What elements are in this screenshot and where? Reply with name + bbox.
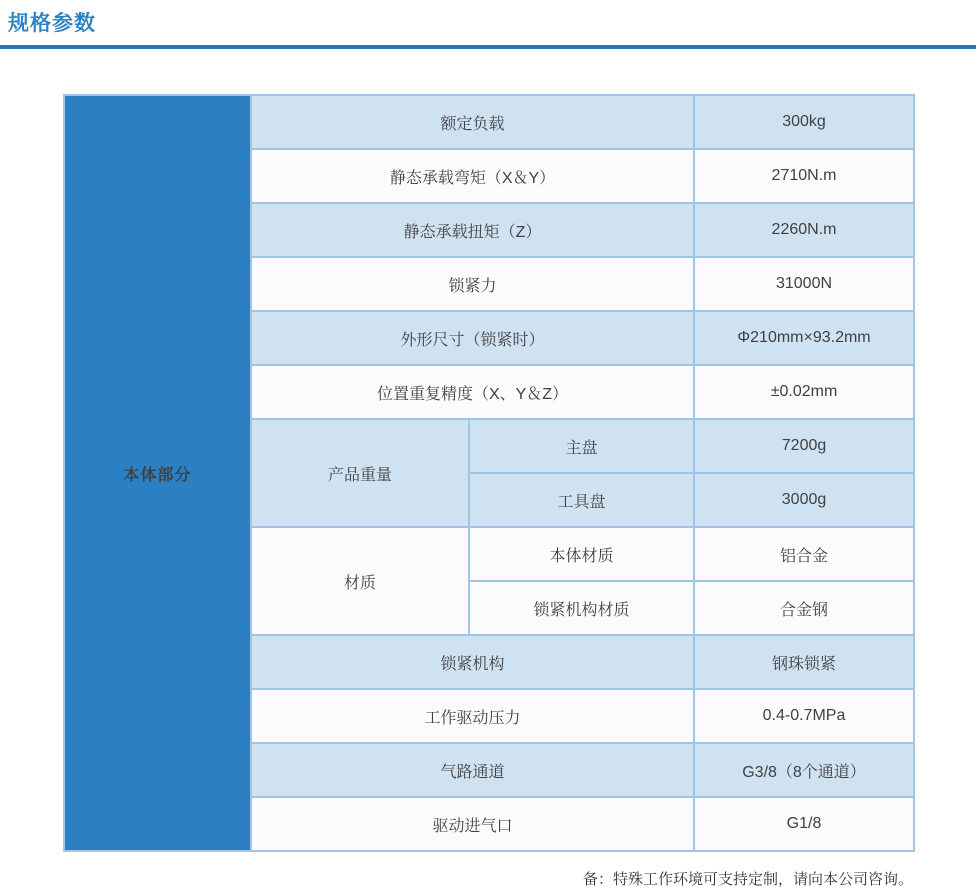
value-cell: G1/8 — [694, 797, 914, 851]
value-cell: Φ210mm×93.2mm — [694, 311, 914, 365]
footnote: 备：特殊工作环境可支持定制，请向本公司咨询。 — [582, 871, 913, 888]
param-cell: 静态承载扭矩（Z） — [251, 203, 694, 257]
value-cell: 2710N.m — [694, 149, 914, 203]
group-cell: 产品重量 — [251, 419, 469, 527]
sidebar-cell: 本体部分 — [64, 95, 251, 851]
table-row — [64, 95, 914, 149]
param-cell: 锁紧机构 — [251, 635, 694, 689]
value-cell: 2260N.m — [694, 203, 914, 257]
page-title: 规格参数 — [8, 12, 96, 35]
subparam-cell: 主盘 — [469, 419, 694, 473]
subparam-cell: 工具盘 — [469, 473, 694, 527]
value-cell: 0.4-0.7MPa — [694, 689, 914, 743]
spec-table — [63, 94, 915, 852]
param-cell: 外形尺寸（锁紧时） — [251, 311, 694, 365]
value-cell: 7200g — [694, 419, 914, 473]
value-cell: 3000g — [694, 473, 914, 527]
title-underline — [0, 45, 976, 49]
subparam-cell: 锁紧机构材质 — [469, 581, 694, 635]
param-cell: 驱动进气口 — [251, 797, 694, 851]
param-cell: 额定负载 — [251, 95, 694, 149]
subparam-cell: 本体材质 — [469, 527, 694, 581]
param-cell: 位置重复精度（X、Y＆Z） — [251, 365, 694, 419]
value-cell: 300kg — [694, 95, 914, 149]
param-cell: 锁紧力 — [251, 257, 694, 311]
param-cell: 工作驱动压力 — [251, 689, 694, 743]
group-cell: 材质 — [251, 527, 469, 635]
value-cell: 31000N — [694, 257, 914, 311]
param-cell: 气路通道 — [251, 743, 694, 797]
value-cell: ±0.02mm — [694, 365, 914, 419]
value-cell: G3/8（8个通道） — [694, 743, 914, 797]
value-cell: 铝合金 — [694, 527, 914, 581]
param-cell: 静态承载弯矩（X＆Y） — [251, 149, 694, 203]
value-cell: 钢珠锁紧 — [694, 635, 914, 689]
value-cell: 合金钢 — [694, 581, 914, 635]
